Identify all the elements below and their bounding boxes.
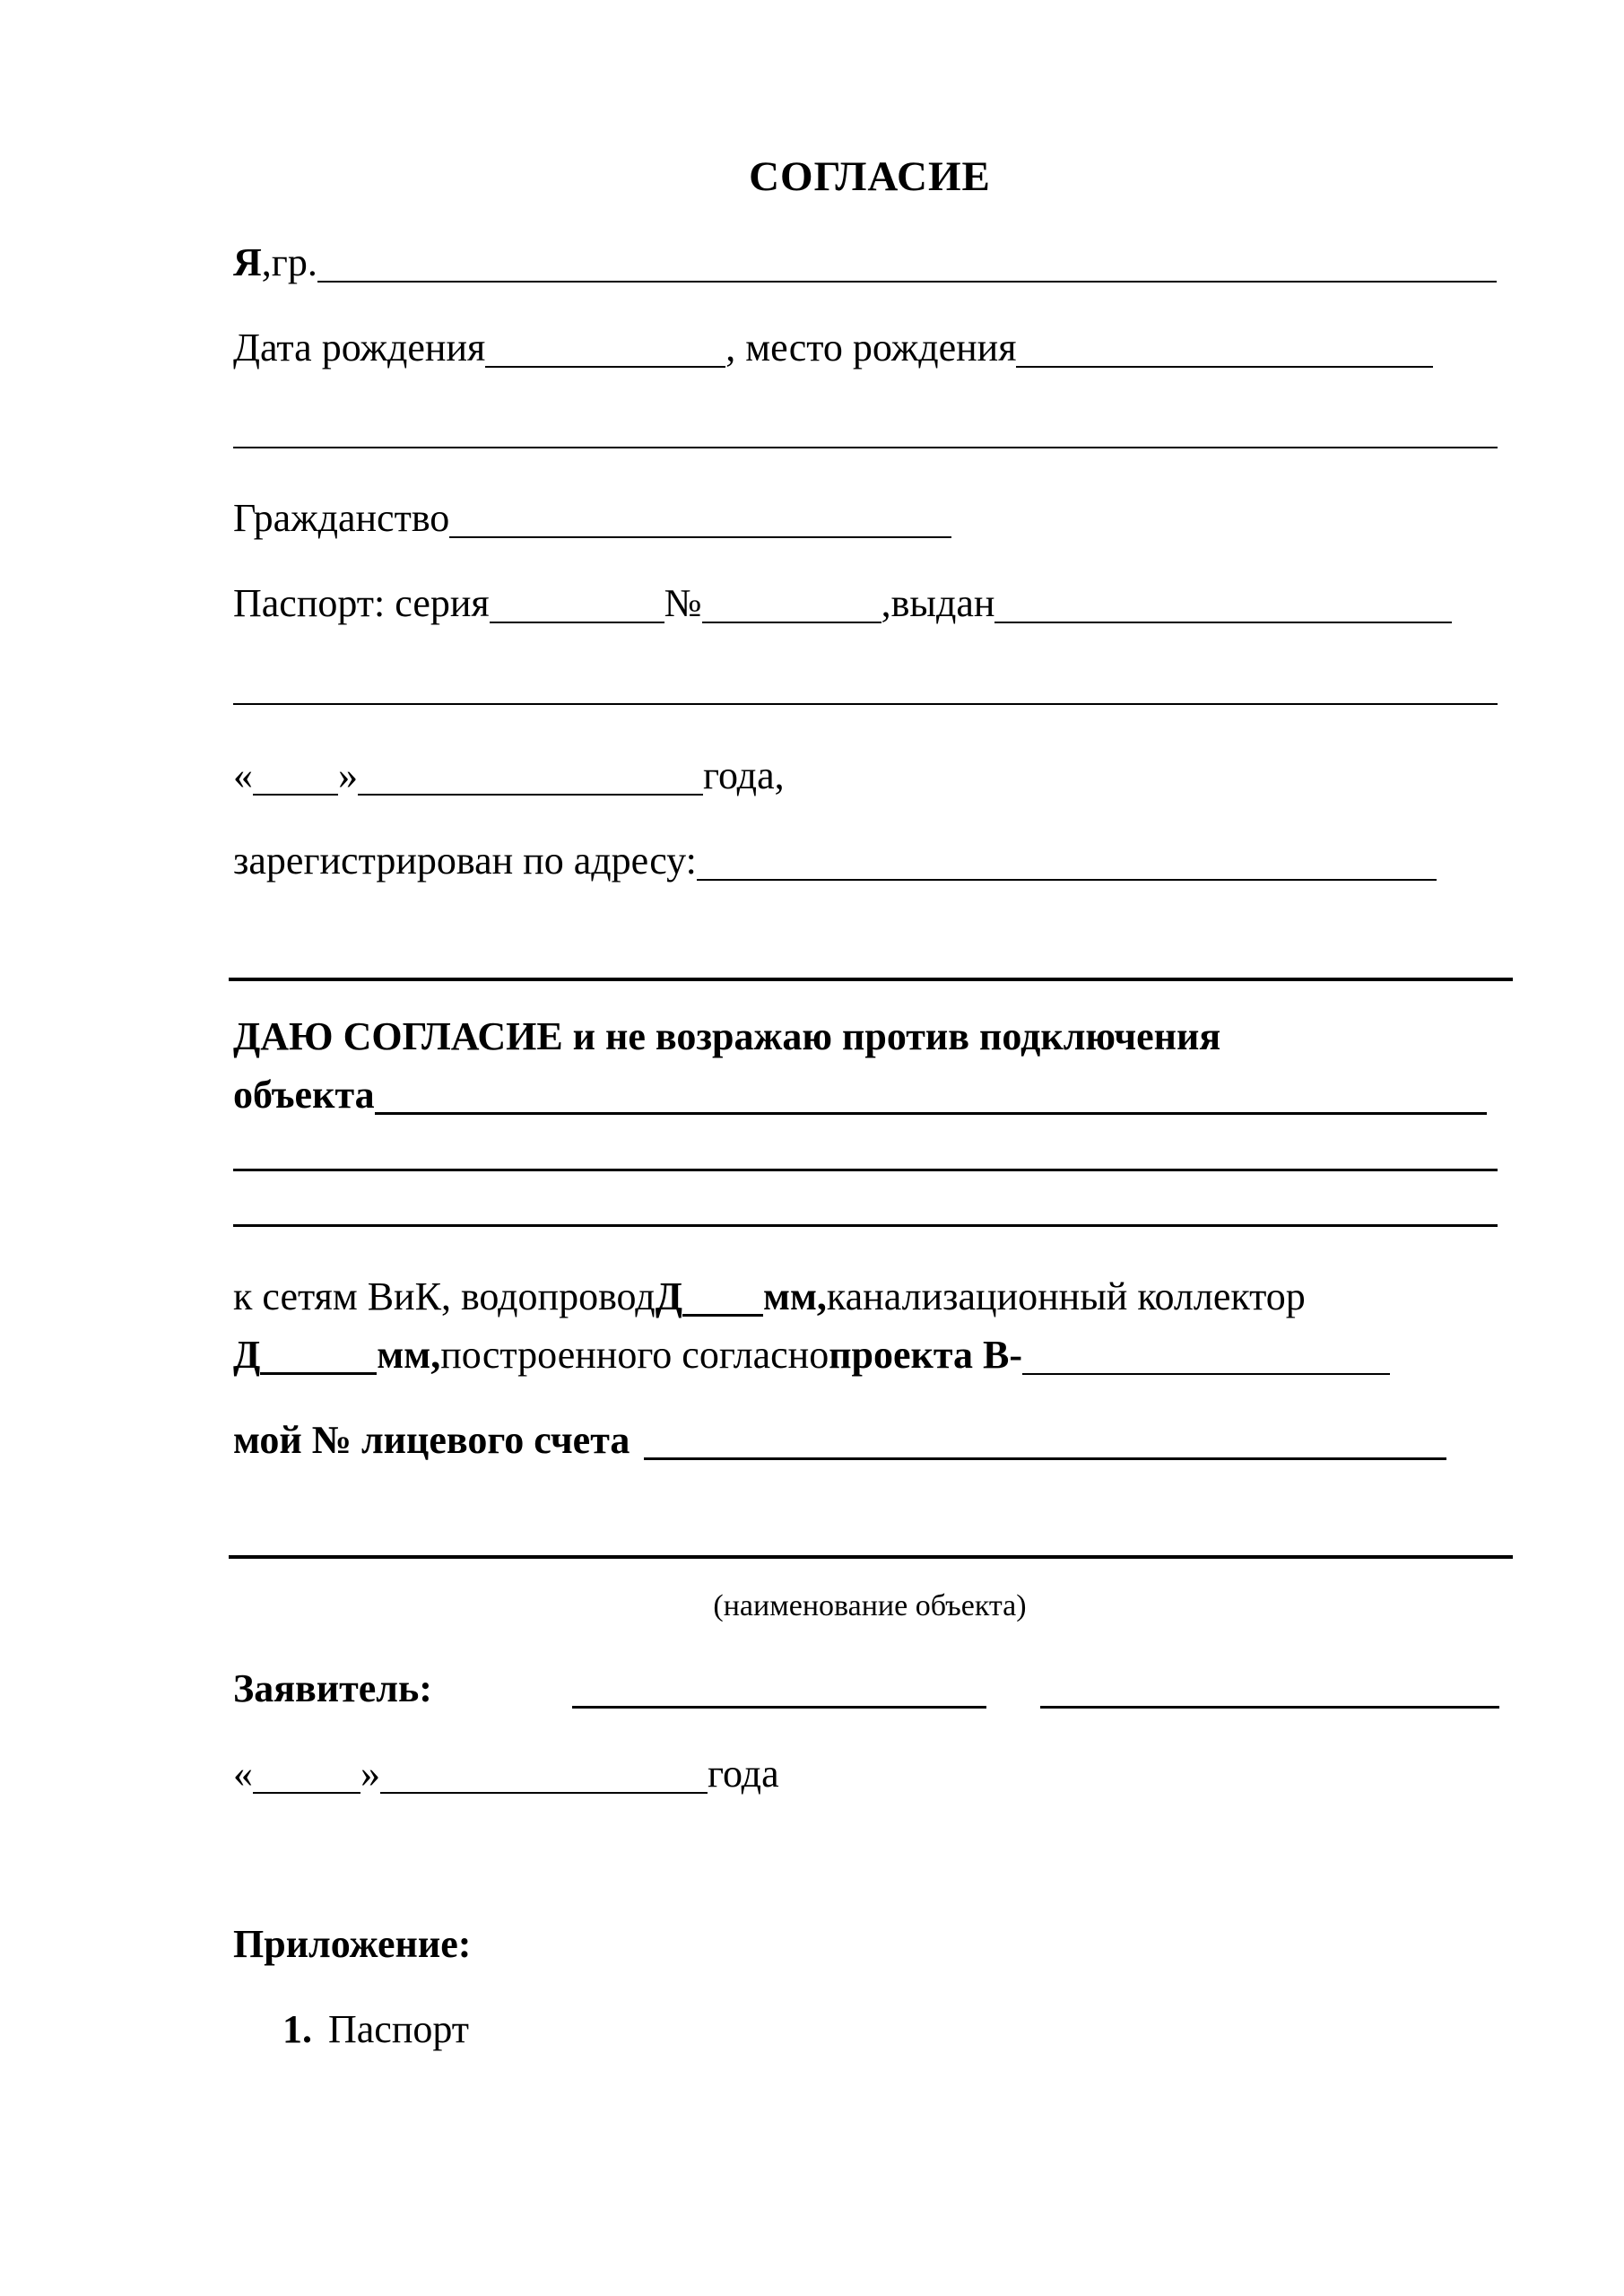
application-month-year-field[interactable] [380, 1756, 708, 1794]
full-name-field[interactable] [317, 245, 1497, 283]
row-applicant [233, 1664, 1499, 1714]
issue-month-year-field[interactable] [358, 758, 703, 796]
row-project [233, 1330, 1390, 1380]
object-field[interactable] [375, 1076, 1487, 1115]
row-passport [233, 578, 1452, 629]
water-mm-label: мм, [762, 1274, 827, 1318]
address-continuation-field[interactable] [229, 978, 1513, 981]
application-day-field[interactable] [253, 1756, 360, 1794]
account-number-field[interactable] [644, 1422, 1446, 1460]
sewer-diameter-field[interactable] [260, 1336, 377, 1375]
account-label: мой № лицевого счета [233, 1418, 630, 1462]
dob-label: Дата рождения [233, 326, 486, 370]
row-appendix [233, 1919, 471, 1970]
built-text: построенного согласно [440, 1333, 829, 1377]
row-address [233, 836, 1437, 886]
sewer-mm-label: мм, [377, 1333, 441, 1377]
project-number-field[interactable] [1022, 1337, 1390, 1375]
water-d-label: Д [655, 1274, 682, 1318]
ya-label: Я [233, 240, 262, 284]
number-sign: № [664, 581, 702, 625]
object-continuation-field-1[interactable] [233, 1169, 1498, 1171]
address-field[interactable] [697, 843, 1437, 881]
birthplace-field[interactable] [1016, 330, 1433, 368]
passport-series-label: Паспорт: серия [233, 581, 490, 625]
quote-open: « [233, 753, 253, 797]
quote-close: » [338, 753, 358, 797]
project-label: проекта В- [829, 1333, 1023, 1377]
row-account [233, 1415, 1446, 1465]
year-label: года, [703, 753, 785, 797]
row-issue-date [233, 751, 785, 801]
appendix-item-number: 1. [282, 2007, 312, 2051]
row-object [233, 1070, 1487, 1120]
row-name [233, 238, 1497, 288]
registered-label: зарегистрирован по адресу: [233, 839, 697, 883]
citizenship-label: Гражданство [233, 496, 450, 540]
applicant-name-field[interactable] [1040, 1670, 1499, 1709]
issue-day-field[interactable] [253, 758, 338, 796]
applicant-signature-field[interactable] [572, 1670, 986, 1709]
birthplace-label: , место рождения [725, 326, 1017, 370]
passport-series-field[interactable] [490, 586, 664, 623]
issued-by-field[interactable] [994, 586, 1452, 623]
object-label: объекта [233, 1073, 375, 1117]
row-consent [233, 1012, 1220, 1062]
dob-field[interactable] [485, 330, 725, 368]
object-name-caption: (наименование объекта) [713, 1589, 1027, 1622]
sewer-d-label: Д [233, 1333, 261, 1377]
quote-close-2: » [360, 1752, 380, 1796]
applicant-label: Заявитель: [233, 1666, 432, 1710]
passport-number-field[interactable] [702, 586, 881, 623]
appendix-label: Приложение: [233, 1922, 472, 1966]
appendix-item-text: Паспорт [328, 2007, 470, 2051]
object-continuation-field-2[interactable] [233, 1224, 1498, 1227]
birthplace-continuation-field[interactable] [233, 447, 1498, 448]
issued-by-continuation-field[interactable] [233, 703, 1498, 705]
citizen-abbr-label: ,гр. [261, 240, 317, 284]
water-pipe-diameter-field[interactable] [682, 1278, 763, 1317]
object-name-field[interactable] [229, 1555, 1513, 1559]
row-application-date [233, 1749, 779, 1799]
document-title: СОГЛАСИЕ [749, 153, 991, 200]
row-networks [233, 1272, 1306, 1322]
appendix-item [282, 2005, 469, 2055]
citizenship-field[interactable] [449, 500, 951, 538]
collector-text: канализационный коллектор [826, 1274, 1306, 1318]
issued-label: ,выдан [881, 581, 995, 625]
quote-open-2: « [233, 1752, 253, 1796]
row-birth [233, 323, 1433, 373]
consent-statement: ДАЮ СОГЛАСИЕ и не возражаю против подключения [233, 1014, 1221, 1058]
year-label-2: года [708, 1752, 779, 1796]
row-citizenship [233, 493, 951, 544]
networks-text: к сетям ВиК, водопровод [233, 1274, 656, 1318]
